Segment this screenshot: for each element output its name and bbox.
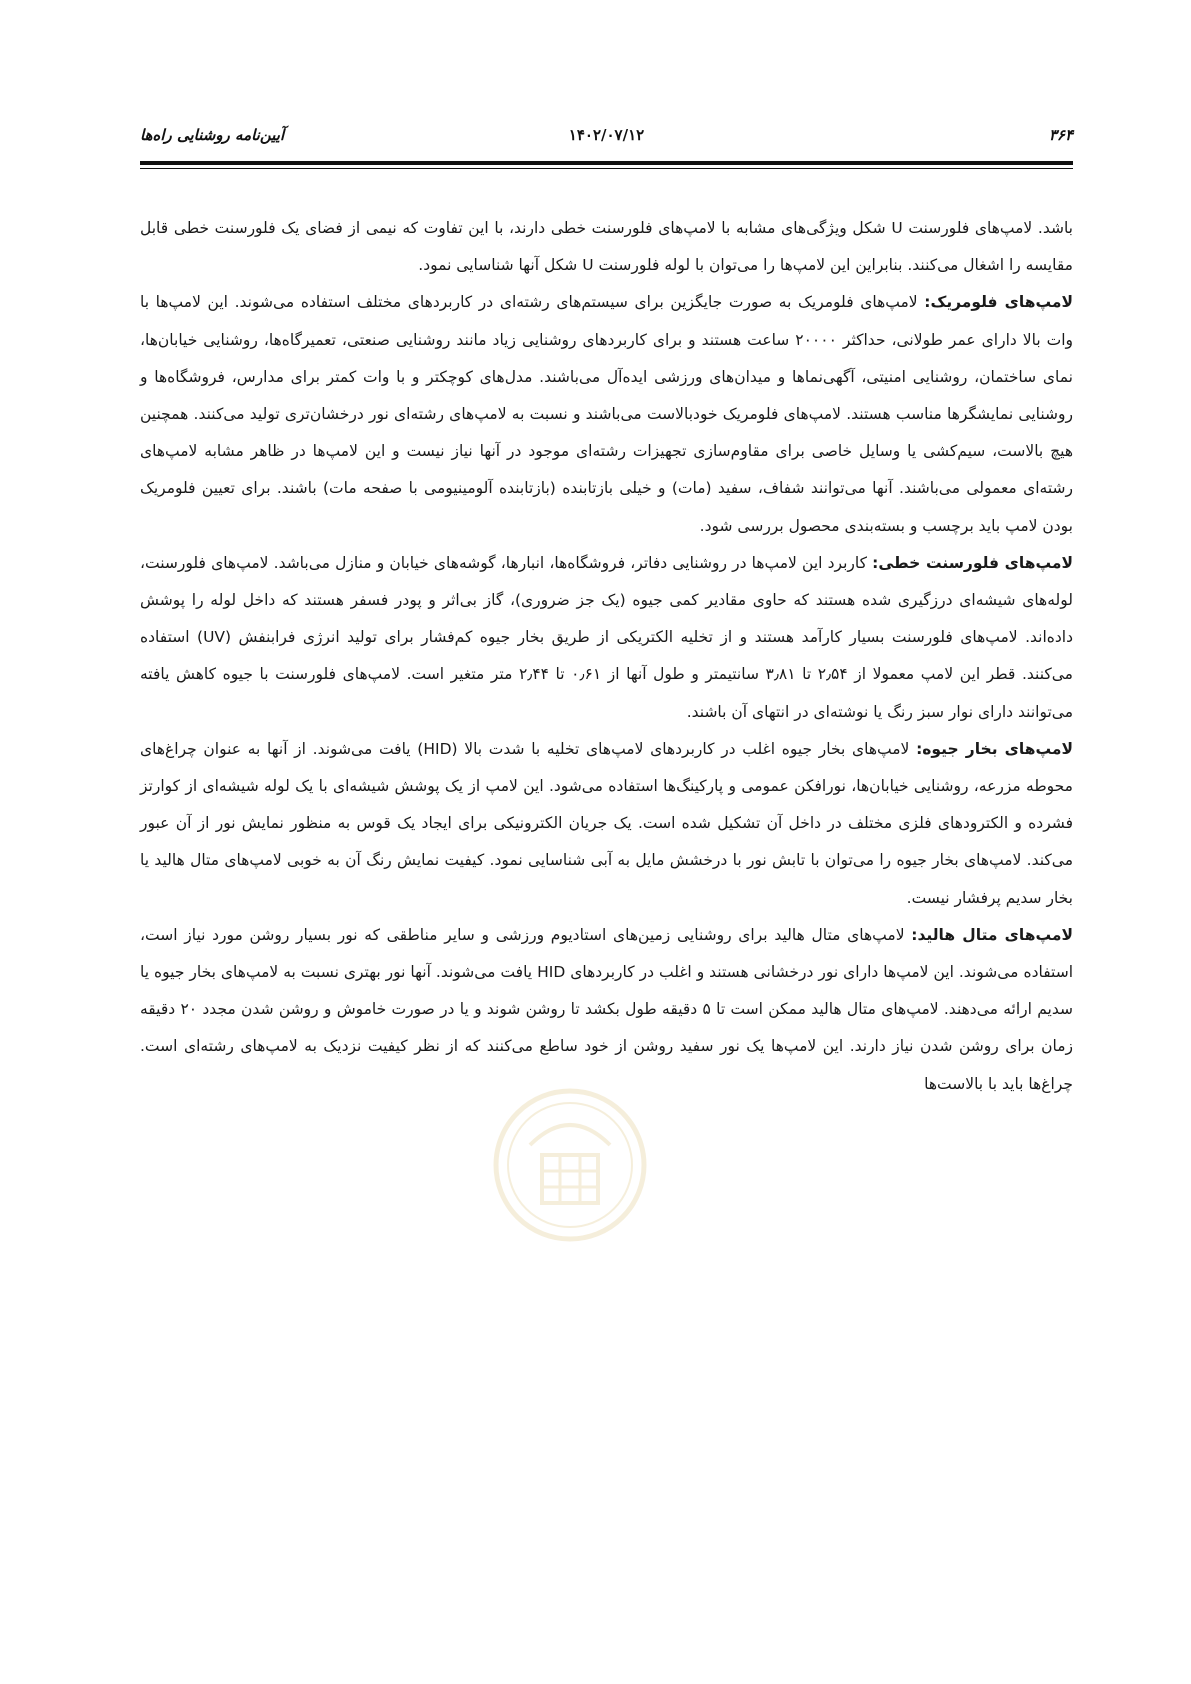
paragraph-metal-halide <box>140 917 1073 1103</box>
page-header <box>140 124 1073 150</box>
paragraph-linear-fluorescent <box>140 545 1073 731</box>
paragraph-text: لامپ‌های فلومریک به صورت جایگزین برای سیستم‌های رشته‌ای در کاربردهای مختلف استفاده می‌شوند. این لامپ‌ها با وات بالا دارای عمر طولانی، حداکثر ۲۰۰۰۰ ساعت هستند و برای کاربردهای روشنایی زیاد مانند روشنایی صنعتی، تعمیرگاه‌ها، روشنایی خیابان‌ها، نمای ساختمان، روشنایی امنیتی، آگهی‌نماها و میدان‌های ورزشی ایده‌آل می‌باشند. مدل‌های کوچکتر و با وات کمتر برای مدارس، فروشگاه‌ها و روشنایی نمایشگرها مناسب هستند. لامپ‌های فلومریک خودبالاست می‌باشند و نسبت به لامپ‌های رشته‌ای نور درخشان‌تری تولید می‌کنند. همچنین هیچ بالاست، سیم‌کشی یا وسایل خاصی برای مقاوم‌سازی تجهیزات رشته‌ای موجود در آنها نیاز نیست و این لامپ‌ها در ظاهر مشابه لامپ‌های رشته‌ای معمولی می‌باشند. آنها می‌توانند شفاف، سفید (مات) و خیلی بازتابنده (بازتابنده آلومینیومی با صفحه مات) باشند. برای تعیین فلومریک بودن لامپ باید برچسب و بسته‌بندی محصول بررسی شود. <box>140 293 1073 535</box>
watermark-seal-icon <box>490 1085 650 1245</box>
document-body <box>140 210 1073 1103</box>
paragraph-heading: لامپ‌های فلومریک: <box>924 293 1073 312</box>
paragraph-flomeric <box>140 284 1073 544</box>
paragraph-text: لامپ‌های متال هالید برای روشنایی زمین‌های استادیوم ورزشی و سایر مناطقی که نور بسیار روشن مورد نیاز است، استفاده می‌شوند. این لامپ‌ها دارای نور درخشانی هستند و اغلب در کاربردهای HID یافت می‌شوند. آنها نور بهتری نسبت به لامپ‌های بخار جیوه یا سدیم ارائه می‌دهند. لامپ‌های متال هالید ممکن است تا ۵ دقیقه طول بکشد تا روشن شوند و یا در صورت خاموش و روشن شدن مجدد ۲۰ دقیقه زمان برای روشن شدن نیاز دارند. این لامپ‌ها یک نور سفید روشن از خود ساطع می‌کنند که از نظر کیفیت نزدیک به لامپ‌های رشته‌ای است. چراغ‌ها باید با بالاست‌ها <box>140 925 1074 1093</box>
paragraph-heading: لامپ‌های متال هالید: <box>911 925 1073 944</box>
document-title: آیین‌نامه روشنایی راه‌ها <box>140 126 285 144</box>
header-rule-thick <box>140 161 1073 165</box>
header-rule-thin <box>140 168 1073 169</box>
paragraph-mercury-vapor <box>140 731 1073 917</box>
paragraph-text: لامپ‌های بخار جیوه اغلب در کاربردهای لامپ‌های تخلیه با شدت بالا (HID) یافت می‌شوند. از آنها به عنوان چراغ‌های محوطه مزرعه، روشنایی خیابان‌ها، نورافکن عمومی و پارکینگ‌ها استفاده می‌شود. این لامپ از یک پوشش شیشه‌ای با یک لوله شیشه‌ای از کوارتز فشرده و الکترودهای فلزی مختلف در داخل آن تشکیل شده است. یک جریان الکترونیکی برای ایجاد یک قوس به منظور نمایش نور از آن عبور می‌کند. لامپ‌های بخار جیوه را می‌توان با تابش نور با درخشش مایل به آبی شناسایی نمود. کیفیت نمایش رنگ آن به خوبی لامپ‌های متال هالید یا بخار سدیم پرفشار نیست. <box>140 739 1073 907</box>
paragraph-u-shaped-fluorescent <box>140 210 1073 284</box>
paragraph-text: باشد. لامپ‌های فلورسنت U شکل ویژگی‌های مشابه با لامپ‌های فلورسنت خطی دارند، با این تفاوت که نیمی از فضای یک فلورسنت خطی قابل مقایسه را اشغال می‌کنند. بنابراین این لامپ‌ها را می‌توان با لوله فلورسنت U شکل آنها شناسایی نمود. <box>140 219 1073 275</box>
page-number: ۳۶۴ <box>1048 126 1073 144</box>
paragraph-heading: لامپ‌های فلورسنت خطی: <box>872 553 1073 572</box>
header-date: ۱۴۰۲/۰۷/۱۲ <box>568 126 645 144</box>
paragraph-text: کاربرد این لامپ‌ها در روشنایی دفاتر، فروشگاه‌ها، انبارها، گوشه‌های خیابان و منازل می‌باشد. لامپ‌های فلورسنت، لوله‌های شیشه‌ای درزگیری شده هستند که حاوی مقادیر کمی جیوه (یک جز ضروری)، گاز بی‌اثر و پودر فسفر هستند که داخل لوله را پوشش داده‌اند. لامپ‌های فلورسنت بسیار کارآمد هستند و از تخلیه الکتریکی از طریق بخار جیوه کم‌فشار برای تولید انرژی فرابنفش (UV) استفاده می‌کنند. قطر این لامپ معمولا از ۲٫۵۴ تا ۳٫۸۱ سانتیمتر و طول آنها از ۰٫۶۱ تا ۲٫۴۴ متر متغیر است. لامپ‌های فلورسنت با جیوه کاهش یافته می‌توانند دارای نوار سبز رنگ یا نوشته‌ای در انتهای آن باشند. <box>140 553 1073 721</box>
paragraph-heading: لامپ‌های بخار جیوه: <box>916 739 1074 758</box>
